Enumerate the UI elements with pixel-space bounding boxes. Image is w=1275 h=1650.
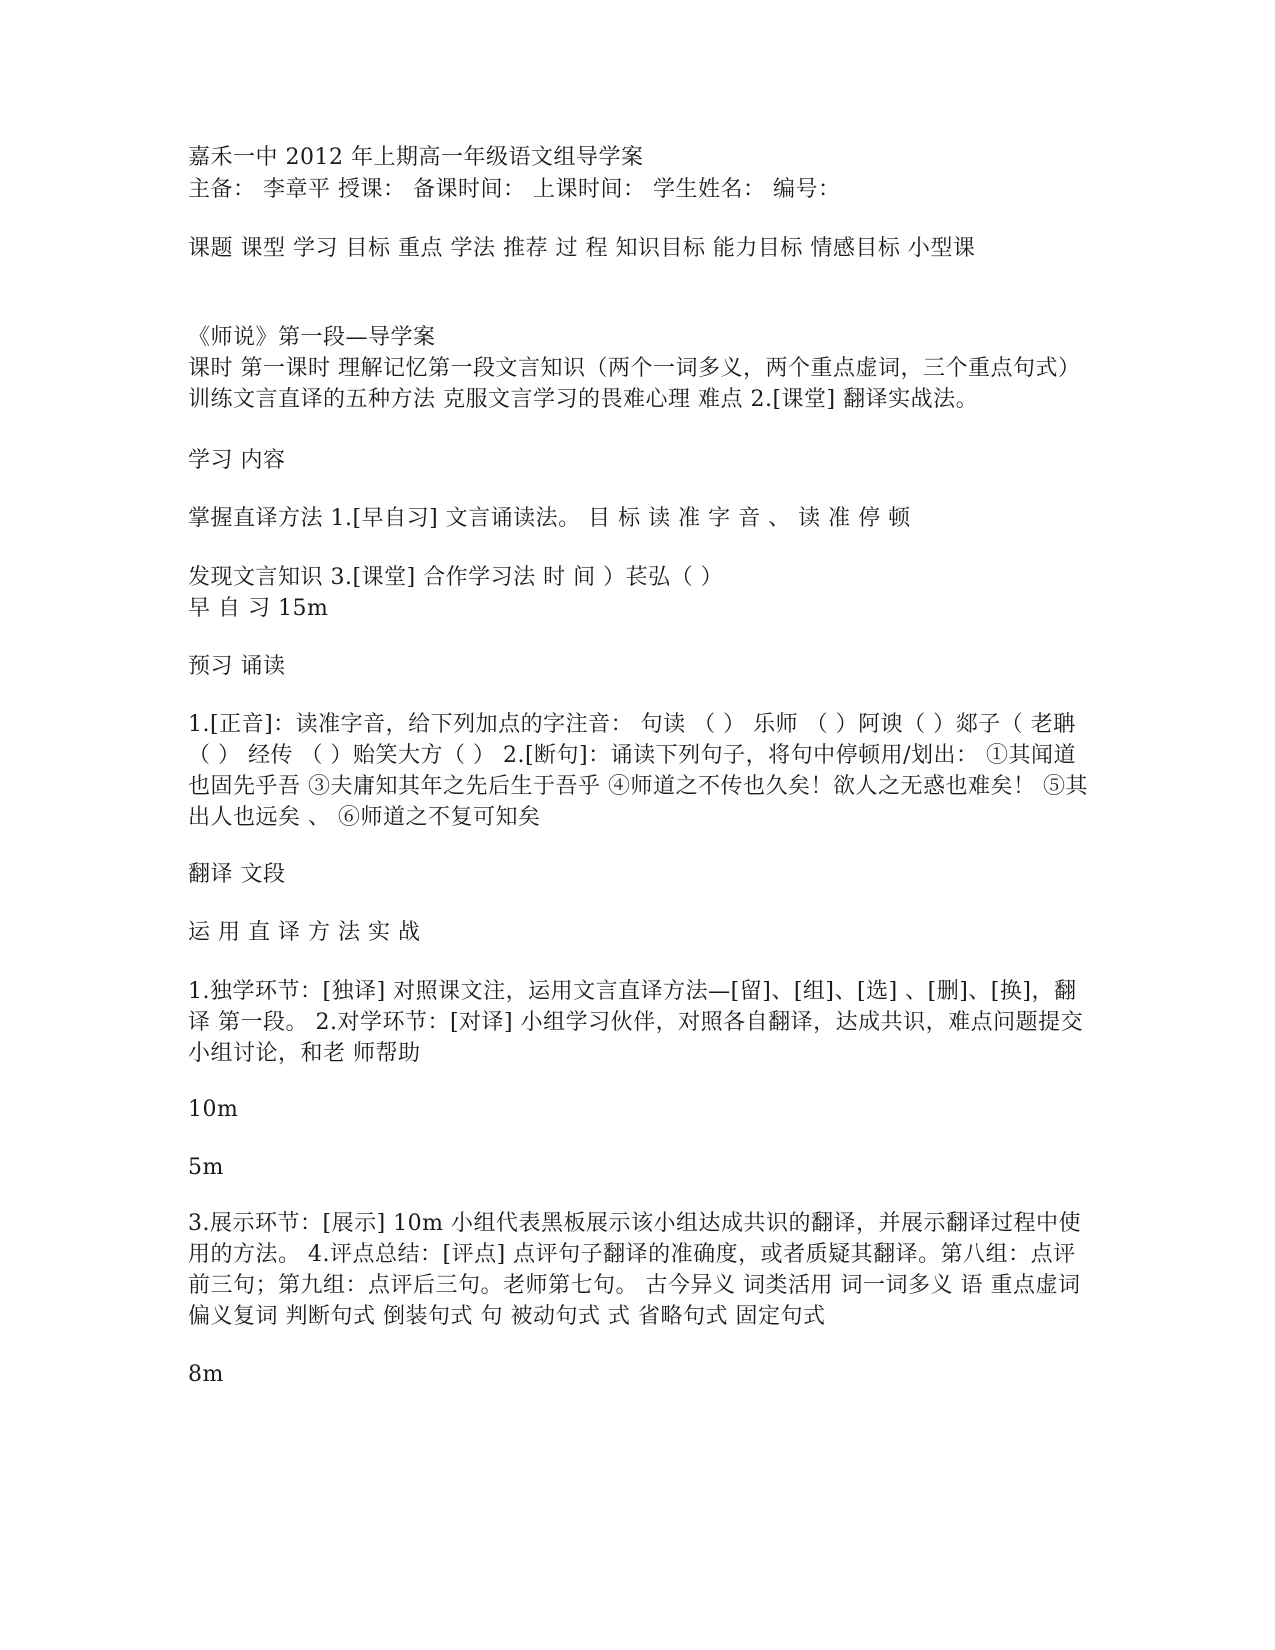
display-body: 3.展示环节：[展示] 10m 小组代表黑板展示该小组达成共识的翻译，并展示翻译过程中使用的方法。 4.评点总结：[评点] 点评句子翻译的准确度，或者质疑其翻译。第八组：点评前三句；第九组：点评后三句。老师第七句。 古今异义 词类活用 词一词多义 语 重点虚词 偏义复词 判断句式 倒装句式 句 被动句式 式 省略句式 固定句式 [188,1211,1082,1329]
methods-line-3: 早 自 习 15m [188,596,329,621]
time-5m: 5m [188,1155,224,1180]
lesson-objectives: 课时 第一课时 理解记忆第一段文言知识（两个一词多义，两个重点虚词，三个重点句式） 训练文言直译的五种方法 克服文言学习的畏难心理 难点 2.[课堂] 翻译实战法。 [188,356,1081,412]
translate-subheading: 运 用 直 译 方 法 实 战 [188,920,421,945]
methods-line-1: 掌握直译方法 1.[早自习] 文言诵读法。 目 标 读 准 字 音 、 读 准 停 顿 [188,506,911,531]
preview-heading: 预习 诵读 [188,654,286,679]
time-8m: 8m [188,1362,224,1387]
preview-body: 1.[正音]：读准字音，给下列加点的字注音： 句读 （ ） 乐师 （ ）阿谀（ ）郯子（ 老聃 （ ） 经传 （ ）贻笑大方（ ） 2.[断句]：诵读下列句子，将句中停顿用/划出： ①其闻道也固先乎吾 ③夫庸知其年之先后生于吾乎 ④师道之不传也久矣！欲人之无惑也难矣！ ⑤其出人也远矣 、 ⑥师道之不复可知矣 [188,712,1088,830]
table-headers: 课题 课型 学习 目标 重点 学法 推荐 过 程 知识目标 能力目标 情感目标 小型课 [188,236,976,261]
translate-heading: 翻译 文段 [188,862,286,887]
lesson-title: 《师说》第一段—导学案 [188,325,436,350]
content-label: 学习 内容 [188,448,286,473]
methods-line-2: 发现文言知识 3.[课堂] 合作学习法 时 间 ）苌弘（ ） [188,565,724,590]
time-10m: 10m [188,1097,239,1122]
translate-body: 1.独学环节：[独译] 对照课文注，运用文言直译方法—[留]、[组]、[选] 、[删]、[换]，翻译 第一段。 2.对学环节：[对译] 小组学习伙伴，对照各自翻译，达成共识，难点问题提交小组讨论，和老 师帮助 [188,979,1084,1066]
document-title: 嘉禾一中 2012 年上期高一年级语文组导学案 [188,145,644,170]
header-meta: 主备： 李章平 授课： 备课时间： 上课时间： 学生姓名： 编号： [188,177,841,202]
